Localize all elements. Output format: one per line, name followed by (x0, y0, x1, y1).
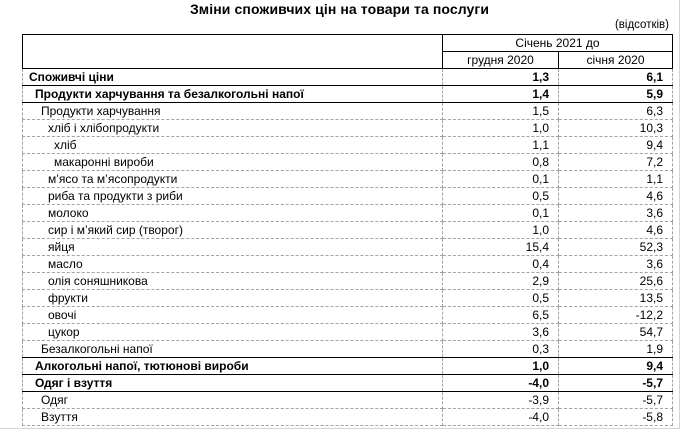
row-value-dec2020: 1,3 (443, 69, 559, 86)
row-value-jan2020: -12,2 (559, 307, 673, 324)
unit-note: (відсотків) (614, 19, 669, 31)
row-value-jan2020: -5,7 (559, 375, 673, 392)
row-value-jan2020: 25,6 (559, 273, 673, 290)
row-label: цукор (23, 324, 443, 341)
row-label: Взуття (23, 409, 443, 426)
header-period-span: Січень 2021 до (443, 35, 673, 52)
row-label: фрукти (23, 290, 443, 307)
row-label: Споживчі ціни (23, 69, 443, 86)
table-row (23, 86, 673, 103)
row-value-dec2020: 0,5 (443, 290, 559, 307)
table-row (23, 290, 673, 307)
row-label: овочі (23, 307, 443, 324)
table-row (23, 375, 673, 392)
row-value-jan2020: 1,9 (559, 341, 673, 358)
row-value-dec2020: 1,0 (443, 222, 559, 239)
row-value-dec2020: -4,0 (443, 375, 559, 392)
row-value-jan2020: -5,8 (559, 409, 673, 426)
row-value-jan2020: 3,6 (559, 205, 673, 222)
row-value-jan2020: 1,1 (559, 171, 673, 188)
row-value-jan2020: 52,3 (559, 239, 673, 256)
header-corner-cell (23, 35, 443, 69)
table-row (23, 69, 673, 86)
row-value-dec2020: 3,6 (443, 324, 559, 341)
row-label: масло (23, 256, 443, 273)
row-label: Продукти харчування (23, 103, 443, 120)
header-row-span (23, 35, 673, 52)
row-value-jan2020: 5,9 (559, 86, 673, 103)
row-value-dec2020: 1,4 (443, 86, 559, 103)
row-value-dec2020: 0,3 (443, 341, 559, 358)
table-row (23, 103, 673, 120)
table-row (23, 137, 673, 154)
row-label: риба та продукти з риби (23, 188, 443, 205)
row-label: Одяг і взуття (23, 375, 443, 392)
row-label: Одяг (23, 392, 443, 409)
row-value-dec2020: 0,5 (443, 188, 559, 205)
row-value-jan2020: 4,6 (559, 188, 673, 205)
table-row (23, 392, 673, 409)
table-row (23, 188, 673, 205)
table-row (23, 409, 673, 426)
table-row (23, 205, 673, 222)
row-label: Безалкогольні напої (23, 341, 443, 358)
table-row (23, 222, 673, 239)
table-row (23, 154, 673, 171)
table-row (23, 358, 673, 375)
row-value-jan2020: 9,4 (559, 358, 673, 375)
row-value-dec2020: 15,4 (443, 239, 559, 256)
row-value-dec2020: 1,0 (443, 358, 559, 375)
row-value-jan2020: 4,6 (559, 222, 673, 239)
row-label: Алкогольні напої, тютюнові вироби (23, 358, 443, 375)
row-label: хліб і хлібопродукти (23, 120, 443, 137)
row-value-dec2020: -4,0 (443, 409, 559, 426)
row-value-dec2020: 6,5 (443, 307, 559, 324)
consumer-price-table (22, 34, 673, 426)
row-value-jan2020: 6,1 (559, 69, 673, 86)
row-label: олія соняшникова (23, 273, 443, 290)
header-col-dec2020: грудня 2020 (443, 52, 559, 69)
table-row (23, 273, 673, 290)
row-label: сир і м’який сир (творог) (23, 222, 443, 239)
row-value-dec2020: 2,9 (443, 273, 559, 290)
row-value-dec2020: 1,5 (443, 103, 559, 120)
row-value-jan2020: 10,3 (559, 120, 673, 137)
row-label: яйця (23, 239, 443, 256)
row-value-dec2020: 0,1 (443, 171, 559, 188)
table-row (23, 120, 673, 137)
row-label: Продукти харчування та безалкогольні напої (23, 86, 443, 103)
row-value-jan2020: 3,6 (559, 256, 673, 273)
row-value-jan2020: 9,4 (559, 137, 673, 154)
row-value-dec2020: 0,1 (443, 205, 559, 222)
row-value-dec2020: 0,8 (443, 154, 559, 171)
table-row (23, 307, 673, 324)
table-row (23, 341, 673, 358)
row-value-jan2020: 13,5 (559, 290, 673, 307)
row-value-jan2020: 54,7 (559, 324, 673, 341)
table-row (23, 256, 673, 273)
table-body (23, 69, 673, 426)
table-row (23, 239, 673, 256)
page-title: Зміни споживчих цін на товари та послуги (189, 1, 490, 17)
row-label: макаронні вироби (23, 154, 443, 171)
row-label: молоко (23, 205, 443, 222)
row-label: хліб (23, 137, 443, 154)
row-label: м’ясо та м’ясопродукти (23, 171, 443, 188)
row-value-dec2020: 1,1 (443, 137, 559, 154)
row-value-dec2020: -3,9 (443, 392, 559, 409)
row-value-dec2020: 1,0 (443, 120, 559, 137)
row-value-jan2020: 7,2 (559, 154, 673, 171)
table-row (23, 324, 673, 341)
header-col-jan2020: січня 2020 (559, 52, 673, 69)
row-value-jan2020: -5,7 (559, 392, 673, 409)
table-row (23, 171, 673, 188)
row-value-dec2020: 0,4 (443, 256, 559, 273)
row-value-jan2020: 6,3 (559, 103, 673, 120)
